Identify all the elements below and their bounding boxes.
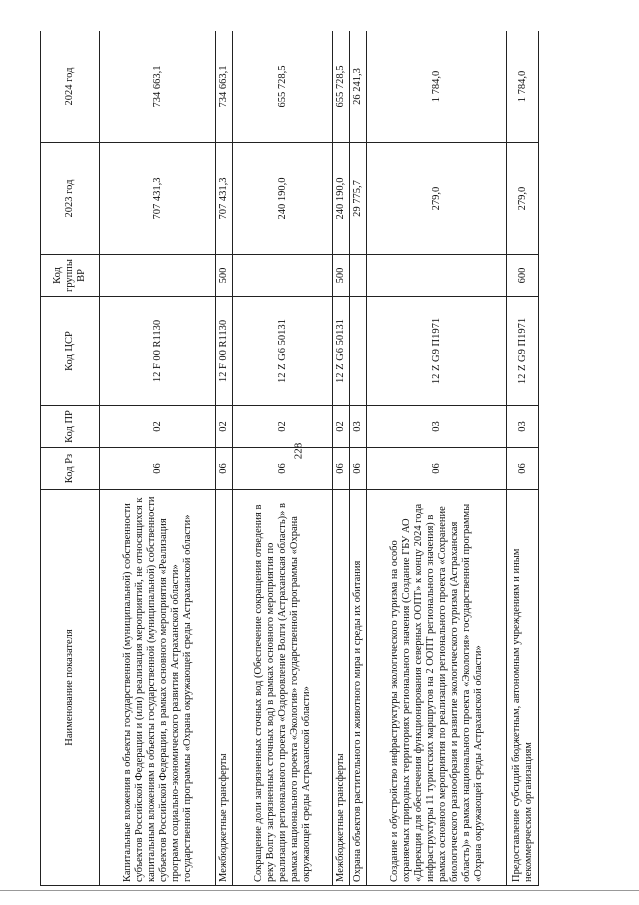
cell-csr: 12 Z G6 50131	[233, 297, 333, 406]
cell-pr: 03	[367, 406, 507, 448]
cell-vr	[100, 255, 216, 297]
cell-2024: 655 728,5	[233, 31, 333, 143]
cell-rz: 06	[367, 448, 507, 490]
cell-2024: 1 784,0	[367, 31, 507, 143]
cell-2023: 29 775,7	[350, 143, 367, 255]
cell-csr: 12 Z G6 50131	[333, 297, 350, 406]
cell-pr: 02	[216, 406, 233, 448]
cell-2023: 279,0	[367, 143, 507, 255]
cell-2023: 707 431,3	[216, 143, 233, 255]
cell-name: Сокращение доли загрязненных сточных вод (Обеспечение сокращения отведения в реку Волгу загрязненных сточных вод) в рамках основного мероприятия по реализации регионального проекта «Оздоровление Волги (Астраханская область)» в рамках национального проекта «Экология» государственной программы «Охрана окружающей среды Астраханской области»	[233, 490, 333, 886]
header-2024: 2024 год	[41, 31, 100, 143]
header-2023: 2023 год	[41, 143, 100, 255]
cell-name: Создание и обустройство инфраструктуры экологического туризма на особо охраняемых природных территориях регионального значения (Создание ГБУ АО «Дирекция для обеспечения функционирования северных ООПТ» к концу 2024 года инфраструктуры 11 туристских маршрутов на 2 ООПТ регионального значения) в рамках основного мероприятия по реализации регионального проекта «Сохранение биологического разнообразия и развитие экологического туризма (Астраханская область)» в рамках национального проекта «Экология» государственной программы «Охрана окружающей среды Астраханской области»	[367, 490, 507, 886]
cell-name: Охрана объектов растительного и животного мира и среды их обитания	[350, 490, 367, 886]
cell-csr: 12 F 00 R1130	[216, 297, 233, 406]
header-row	[41, 31, 100, 886]
cell-rz: 06	[233, 448, 333, 490]
cell-2024: 655 728,5	[333, 31, 350, 143]
cell-vr	[233, 255, 333, 297]
cell-2023: 279,0	[507, 143, 539, 255]
header-pr: Код ПР	[41, 406, 100, 448]
table-row	[507, 31, 539, 886]
cell-vr: 500	[333, 255, 350, 297]
cell-csr	[350, 297, 367, 406]
cell-csr: 12 Z G9 П1971	[507, 297, 539, 406]
table-row	[350, 31, 367, 886]
table-region	[40, 31, 562, 886]
cell-name: Межбюджетные трансферты	[333, 490, 350, 886]
cell-rz: 06	[350, 448, 367, 490]
cell-2024: 26 241,3	[350, 31, 367, 143]
cell-2023: 240 190,0	[233, 143, 333, 255]
cell-pr: 03	[350, 406, 367, 448]
table-row	[333, 31, 350, 886]
cell-2023: 240 190,0	[333, 143, 350, 255]
cell-csr: 12 Z G9 П1971	[367, 297, 507, 406]
header-name: Наименование показателя	[41, 490, 100, 886]
header-rz: Код Рз	[41, 448, 100, 490]
table-row	[233, 31, 333, 886]
cell-name: Предоставление субсидий бюджетным, автономным учреждениям и иным некоммерческим организациям	[507, 490, 539, 886]
cell-rz: 06	[100, 448, 216, 490]
cell-pr: 03	[507, 406, 539, 448]
table-row	[216, 31, 233, 886]
cell-pr: 02	[100, 406, 216, 448]
cell-rz: 06	[507, 448, 539, 490]
cell-name: Капитальные вложения в объекты государственной (муниципальной) собственности субъектов Российской Федерации и (или) реализация мероприятий, не относящихся к капитальным вложениям в объекты государственной (муниципальной) собственности субъектов Российской Федерации, в рамках основного мероприятия «Реализация программ социально-экономического развития Астраханской области» государственной программы «Охрана окружающей среды Астраханской области»	[100, 490, 216, 886]
cell-2024: 734 663,1	[100, 31, 216, 143]
page-bottom-rule	[0, 890, 639, 891]
cell-pr: 02	[333, 406, 350, 448]
cell-2024: 1 784,0	[507, 31, 539, 143]
cell-vr	[367, 255, 507, 297]
header-vr: Код группы ВР	[41, 255, 100, 297]
cell-vr	[350, 255, 367, 297]
header-csr: Код ЦСР	[41, 297, 100, 406]
table-row	[100, 31, 216, 886]
cell-rz: 06	[216, 448, 233, 490]
cell-vr: 500	[216, 255, 233, 297]
cell-rz: 06	[333, 448, 350, 490]
page-number: 228	[292, 442, 305, 460]
cell-csr: 12 F 00 R1130	[100, 297, 216, 406]
cell-2024: 734 663,1	[216, 31, 233, 143]
cell-name: Межбюджетные трансферты	[216, 490, 233, 886]
cell-2023: 707 431,3	[100, 143, 216, 255]
table-row	[367, 31, 507, 886]
cell-vr: 600	[507, 255, 539, 297]
budget-table	[40, 31, 539, 886]
cell-pr: 02	[233, 406, 333, 448]
